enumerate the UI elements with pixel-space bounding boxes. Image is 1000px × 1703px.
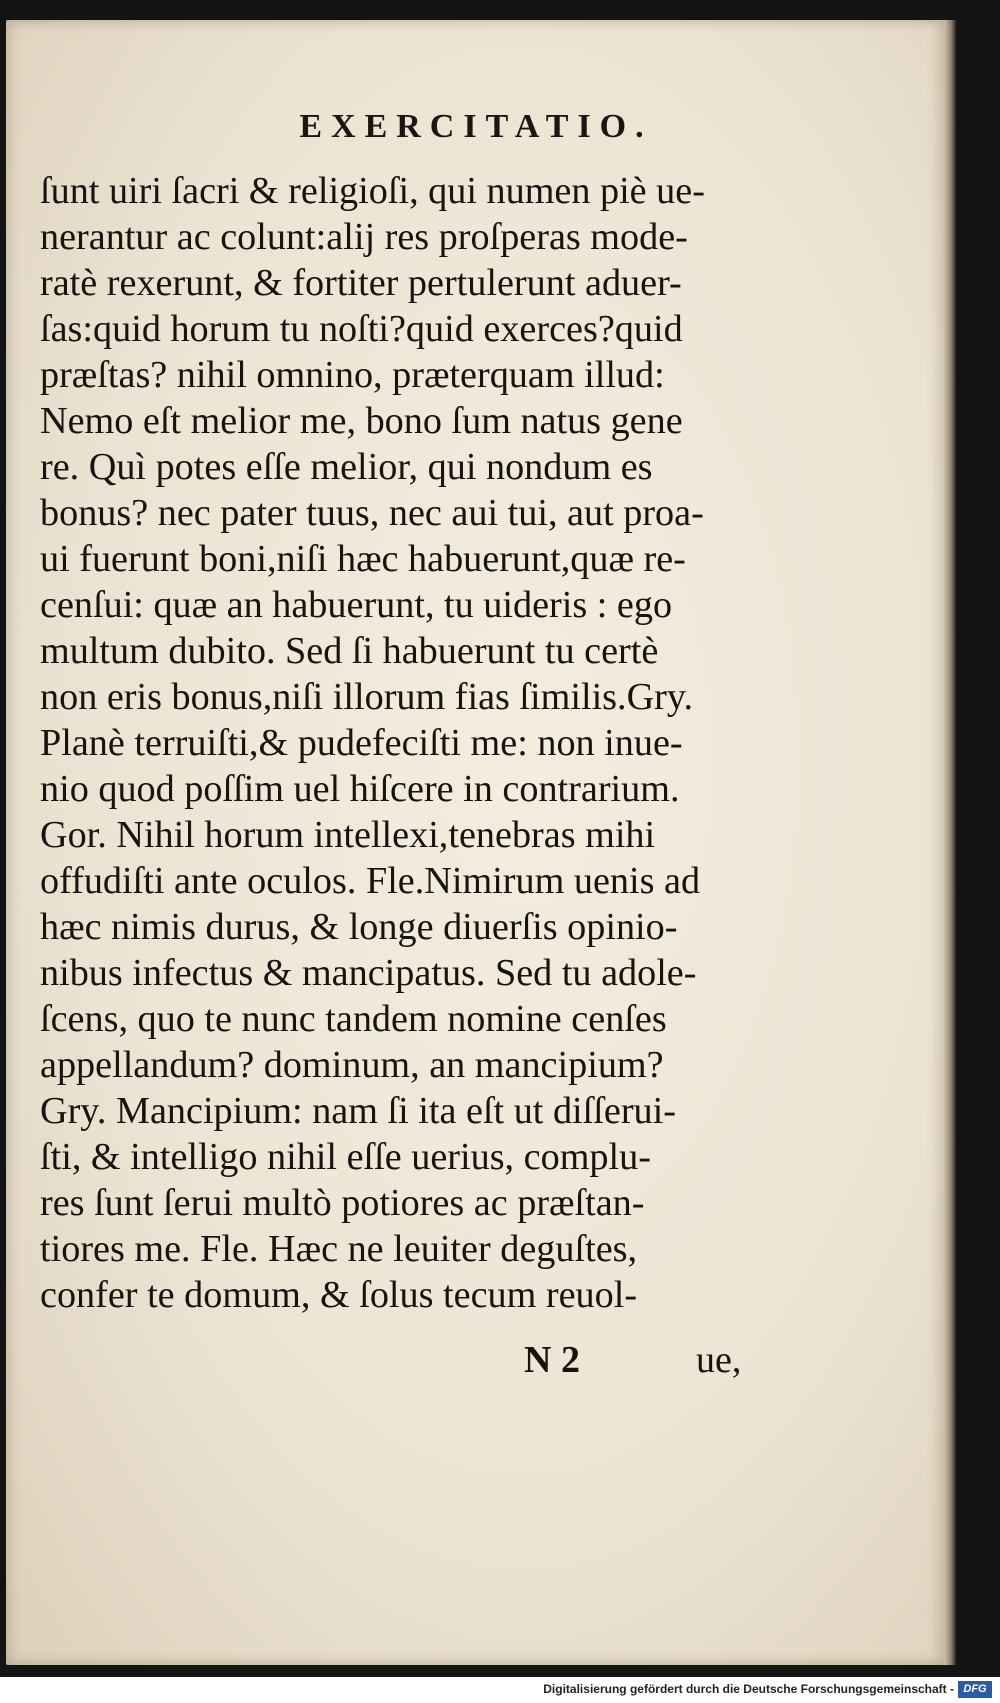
- signature-mark: N 2: [524, 1339, 580, 1381]
- text-line: Gor. Nihil horum intellexi,tenebras mihi: [40, 814, 656, 856]
- text-line: confer te domum, & ſolus tecum reuol-: [40, 1274, 638, 1316]
- text-line: ſunt uiri ſacri & religioſi, qui numen piè ue-: [40, 170, 705, 212]
- catchword: ue,: [696, 1339, 742, 1381]
- text-line: ui fuerunt boni,niſi hæc habuerunt,quæ re-: [40, 538, 686, 580]
- text-line: præſtas? nihil omnino, præterquam illud:: [40, 354, 665, 396]
- running-head: EXERCITATIO.: [299, 108, 653, 145]
- page-body: [40, 168, 748, 1318]
- text-line: cenſui: quæ an habuerunt, tu uideris : ego: [40, 584, 673, 626]
- text-line: multum dubito. Sed ſi habuerunt tu certè: [40, 630, 659, 672]
- text-line: non eris bonus,niſi illorum fias ſimilis.Gry.: [40, 676, 694, 718]
- text-line: nerantur ac colunt:alij res proſperas mode-: [40, 216, 688, 258]
- text-line: Planè terruiſti,& pudefeciſti me: non inue-: [40, 722, 683, 764]
- text-line: Gry. Mancipium: nam ſi ita eſt ut diſſerui-: [40, 1090, 676, 1132]
- text-line: ratè rexerunt, & fortiter pertulerunt aduer-: [40, 262, 682, 304]
- page-footer-line: [6, 1338, 946, 1384]
- text-line: nio quod poſſim uel hiſcere in contrarium.: [40, 768, 680, 810]
- page-edge: [944, 20, 956, 1665]
- text-line: ſti, & intelligo nihil eſſe uerius, complu-: [40, 1136, 651, 1178]
- funding-credit: Digitalisierung gefördert durch die Deutsche Forschungsgemeinschaft -: [543, 1682, 954, 1696]
- text-line: offudiſti ante oculos. Fle.Nimirum uenis ad: [40, 860, 701, 902]
- book-page: [6, 20, 946, 1665]
- text-line: res ſunt ſerui multò potiores ac præſtan-: [40, 1182, 645, 1224]
- digitization-footer: [0, 1677, 1000, 1703]
- text-line: bonus? nec pater tuus, nec aui tui, aut proa-: [40, 492, 704, 534]
- text-line: appellandum? dominum, an mancipium?: [40, 1044, 664, 1086]
- text-line: hæc nimis durus, & longe diuerſis opinio-: [40, 906, 678, 948]
- text-line: Nemo eſt melior me, bono ſum natus gene: [40, 400, 683, 442]
- text-line: ſas:quid horum tu noſti?quid exerces?quid: [40, 308, 683, 350]
- text-line: ſcens, quo te nunc tandem nomine cenſes: [40, 998, 667, 1040]
- dfg-logo-icon: DFG: [958, 1681, 992, 1698]
- text-line: nibus infectus & mancipatus. Sed tu adole-: [40, 952, 697, 994]
- text-line: re. Quì potes eſſe melior, qui nondum es: [40, 446, 653, 488]
- text-line: tiores me. Fle. Hæc ne leuiter deguſtes,: [40, 1228, 638, 1270]
